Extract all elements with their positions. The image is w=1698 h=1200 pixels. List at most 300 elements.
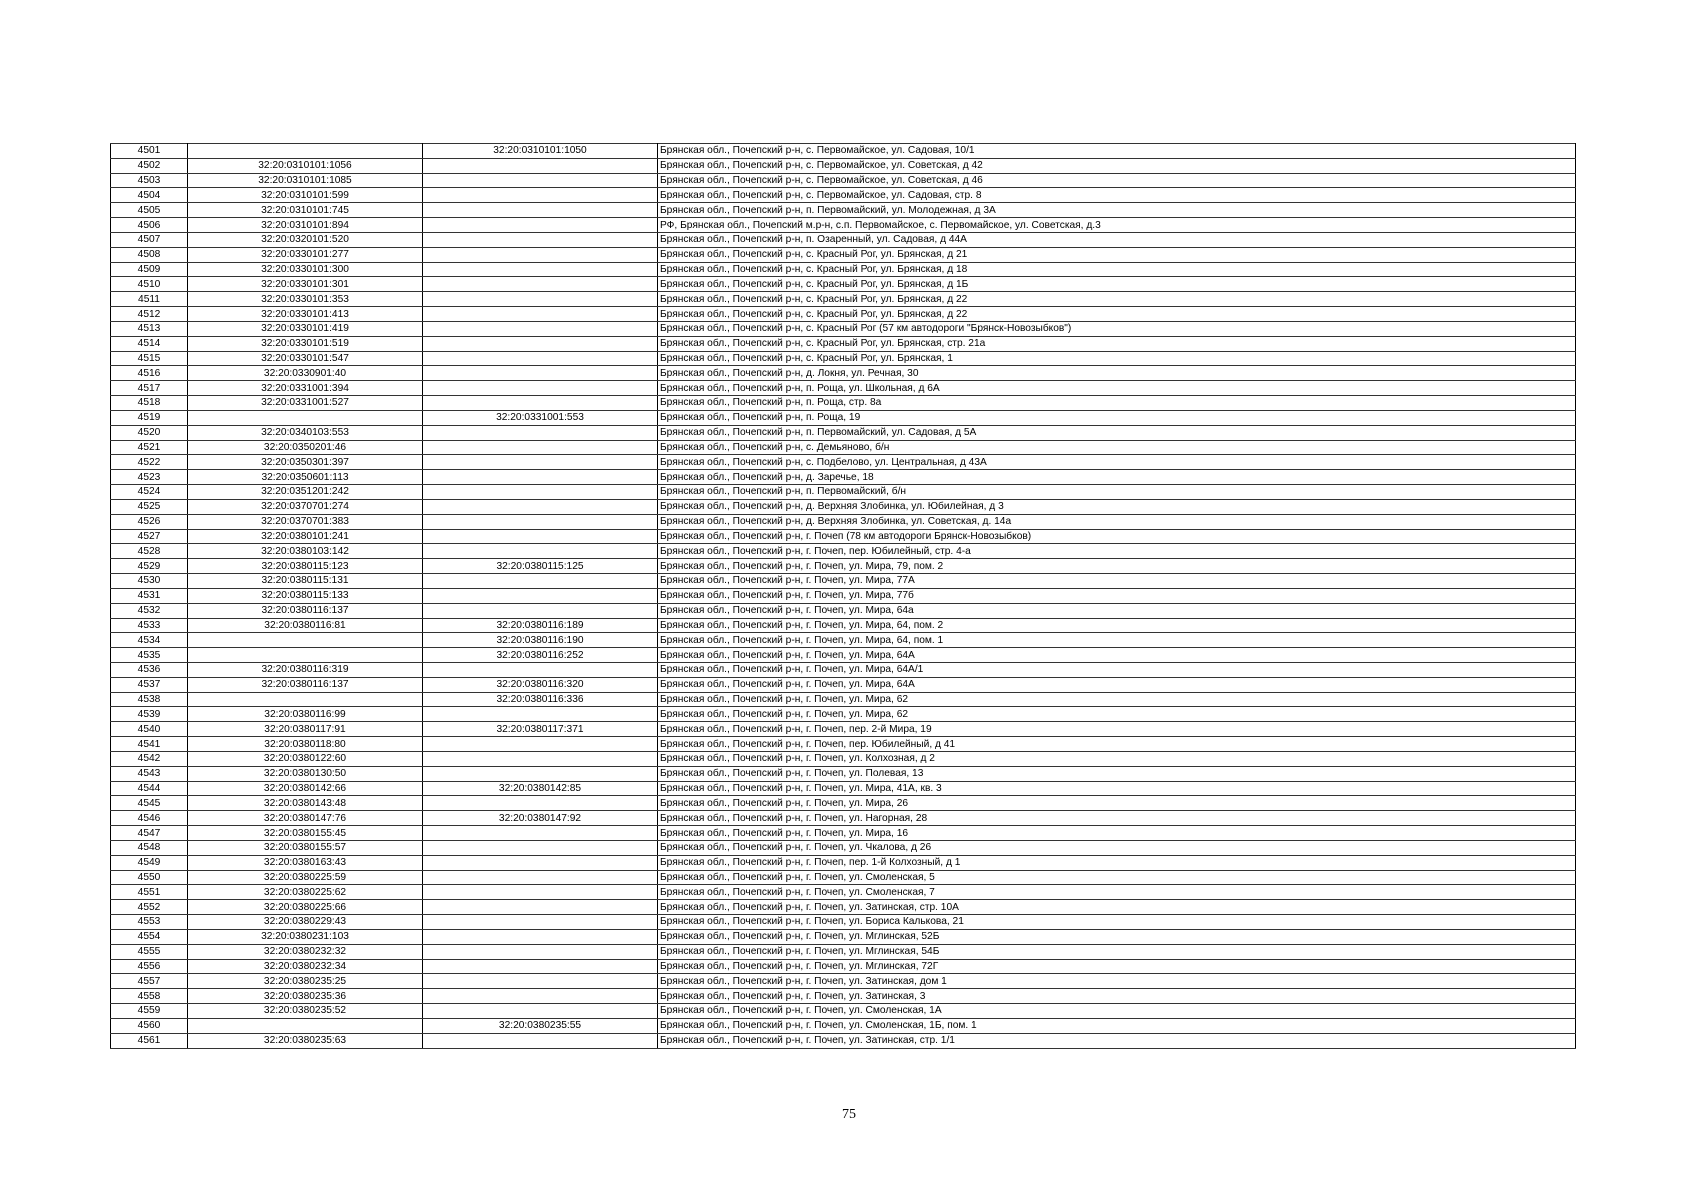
row-number-cell: 4522 [111, 455, 188, 470]
cadastral-number-cell: 32:20:0380225:62 [188, 885, 423, 900]
table-row [111, 247, 1576, 262]
cadastral-number-cell: 32:20:0310101:1085 [188, 173, 423, 188]
building-cadastral-number-cell [423, 455, 658, 470]
cadastral-number-cell: 32:20:0340103:553 [188, 425, 423, 440]
cadastral-number-cell: 32:20:0330101:519 [188, 336, 423, 351]
address-cell: Брянская обл., Почепский р-н, г. Почеп, ул. Затинская, стр. 10А [658, 900, 1576, 915]
building-cadastral-number-cell [423, 351, 658, 366]
row-number-cell: 4527 [111, 529, 188, 544]
address-cell: Брянская обл., Почепский р-н, г. Почеп, пер. Юбилейный, д 41 [658, 737, 1576, 752]
address-cell: Брянская обл., Почепский р-н, г. Почеп, ул. Мира, 77б [658, 588, 1576, 603]
row-number-cell: 4512 [111, 307, 188, 322]
row-number-cell: 4502 [111, 158, 188, 173]
table-row [111, 722, 1576, 737]
table-row [111, 262, 1576, 277]
table-row [111, 232, 1576, 247]
cadastral-number-cell: 32:20:0380142:66 [188, 781, 423, 796]
table-row [111, 751, 1576, 766]
row-number-cell: 4535 [111, 648, 188, 663]
cadastral-number-cell: 32:20:0331001:394 [188, 381, 423, 396]
building-cadastral-number-cell [423, 514, 658, 529]
row-number-cell: 4554 [111, 929, 188, 944]
address-cell: Брянская обл., Почепский р-н, г. Почеп, ул. Смоленская, 5 [658, 870, 1576, 885]
address-cell: Брянская обл., Почепский р-н, г. Почеп, ул. Смоленская, 1А [658, 1004, 1576, 1019]
address-cell: Брянская обл., Почепский р-н, г. Почеп (78 км автодороги Брянск-Новозыбков) [658, 529, 1576, 544]
building-cadastral-number-cell: 32:20:0380116:189 [423, 618, 658, 633]
cadastral-number-cell: 32:20:0380232:32 [188, 944, 423, 959]
row-number-cell: 4525 [111, 499, 188, 514]
building-cadastral-number-cell [423, 840, 658, 855]
table-row [111, 900, 1576, 915]
table-row [111, 425, 1576, 440]
table-row [111, 440, 1576, 455]
address-cell: Брянская обл., Почепский р-н, с. Демьяново, б/н [658, 440, 1576, 455]
cadastral-number-cell: 32:20:0350301:397 [188, 455, 423, 470]
address-cell: Брянская обл., Почепский р-н, г. Почеп, ул. Чкалова, д 26 [658, 840, 1576, 855]
table-row [111, 336, 1576, 351]
building-cadastral-number-cell [423, 915, 658, 930]
row-number-cell: 4552 [111, 900, 188, 915]
page-number: 75 [842, 1107, 856, 1122]
table-row [111, 544, 1576, 559]
cadastral-number-cell: 32:20:0330901:40 [188, 366, 423, 381]
address-cell: Брянская обл., Почепский р-н, п. Роща, 19 [658, 410, 1576, 425]
building-cadastral-number-cell [423, 944, 658, 959]
table-row [111, 514, 1576, 529]
address-cell: Брянская обл., Почепский р-н, г. Почеп, ул. Мглинская, 72Г [658, 959, 1576, 974]
row-number-cell: 4541 [111, 737, 188, 752]
building-cadastral-number-cell [423, 855, 658, 870]
row-number-cell: 4534 [111, 633, 188, 648]
table-row [111, 826, 1576, 841]
cadastral-number-cell [188, 1018, 423, 1033]
cadastral-number-cell: 32:20:0370701:383 [188, 514, 423, 529]
address-cell: Брянская обл., Почепский р-н, г. Почеп, ул. Бориса Калькова, 21 [658, 915, 1576, 930]
cadastral-number-cell: 32:20:0380116:81 [188, 618, 423, 633]
building-cadastral-number-cell [423, 470, 658, 485]
cadastral-number-cell: 32:20:0380103:142 [188, 544, 423, 559]
building-cadastral-number-cell [423, 425, 658, 440]
building-cadastral-number-cell: 32:20:0380116:190 [423, 633, 658, 648]
table-row [111, 470, 1576, 485]
address-cell: Брянская обл., Почепский р-н, с. Первомайское, ул. Советская, д 46 [658, 173, 1576, 188]
building-cadastral-number-cell [423, 929, 658, 944]
table-row [111, 929, 1576, 944]
table-row [111, 203, 1576, 218]
table-row [111, 840, 1576, 855]
cadastral-number-cell: 32:20:0380231:103 [188, 929, 423, 944]
table-row [111, 915, 1576, 930]
cadastral-number-cell [188, 410, 423, 425]
building-cadastral-number-cell: 32:20:0380235:55 [423, 1018, 658, 1033]
row-number-cell: 4532 [111, 603, 188, 618]
row-number-cell: 4521 [111, 440, 188, 455]
table-row [111, 737, 1576, 752]
cadastral-number-cell: 32:20:0380225:59 [188, 870, 423, 885]
address-cell: Брянская обл., Почепский р-н, г. Почеп, ул. Мира, 64, пом. 1 [658, 633, 1576, 648]
table-row [111, 677, 1576, 692]
cadastral-number-cell: 32:20:0310101:599 [188, 188, 423, 203]
address-cell: Брянская обл., Почепский р-н, г. Почеп, ул. Смоленская, 1Б, пом. 1 [658, 1018, 1576, 1033]
building-cadastral-number-cell [423, 321, 658, 336]
row-number-cell: 4503 [111, 173, 188, 188]
cadastral-number-cell: 32:20:0330101:277 [188, 247, 423, 262]
row-number-cell: 4538 [111, 692, 188, 707]
building-cadastral-number-cell [423, 173, 658, 188]
building-cadastral-number-cell [423, 959, 658, 974]
building-cadastral-number-cell [423, 366, 658, 381]
row-number-cell: 4530 [111, 574, 188, 589]
row-number-cell: 4520 [111, 425, 188, 440]
cadastral-number-cell: 32:20:0380116:99 [188, 707, 423, 722]
table-row [111, 277, 1576, 292]
table-row [111, 410, 1576, 425]
address-cell: Брянская обл., Почепский р-н, г. Почеп, пер. 1-й Колхозный, д 1 [658, 855, 1576, 870]
cadastral-number-cell: 32:20:0380130:50 [188, 766, 423, 781]
row-number-cell: 4555 [111, 944, 188, 959]
building-cadastral-number-cell [423, 529, 658, 544]
row-number-cell: 4550 [111, 870, 188, 885]
table-row [111, 633, 1576, 648]
address-cell: Брянская обл., Почепский р-н, г. Почеп, ул. Мира, 62 [658, 692, 1576, 707]
building-cadastral-number-cell [423, 158, 658, 173]
row-number-cell: 4504 [111, 188, 188, 203]
address-cell: Брянская обл., Почепский р-н, г. Почеп, ул. Затинская, стр. 1/1 [658, 1033, 1576, 1048]
row-number-cell: 4506 [111, 218, 188, 233]
row-number-cell: 4559 [111, 1004, 188, 1019]
cadastral-number-cell: 32:20:0380116:319 [188, 662, 423, 677]
address-cell: Брянская обл., Почепский р-н, г. Почеп, ул. Колхозная, д 2 [658, 751, 1576, 766]
building-cadastral-number-cell: 32:20:0380117:371 [423, 722, 658, 737]
address-cell: Брянская обл., Почепский р-н, с. Красный Рог, ул. Брянская, д 1Б [658, 277, 1576, 292]
building-cadastral-number-cell [423, 381, 658, 396]
address-cell: Брянская обл., Почепский р-н, г. Почеп, ул. Мира, 64, пом. 2 [658, 618, 1576, 633]
cadastral-number-cell: 32:20:0380116:137 [188, 603, 423, 618]
address-cell: Брянская обл., Почепский р-н, г. Почеп, ул. Мира, 64А/1 [658, 662, 1576, 677]
cadastral-number-cell: 32:20:0310101:745 [188, 203, 423, 218]
row-number-cell: 4539 [111, 707, 188, 722]
building-cadastral-number-cell [423, 307, 658, 322]
building-cadastral-number-cell [423, 440, 658, 455]
cadastral-number-cell [188, 633, 423, 648]
table-row [111, 218, 1576, 233]
cadastral-number-cell: 32:20:0380155:45 [188, 826, 423, 841]
cadastral-number-cell: 32:20:0310101:1056 [188, 158, 423, 173]
row-number-cell: 4511 [111, 292, 188, 307]
cadastral-number-cell: 32:20:0380163:43 [188, 855, 423, 870]
address-cell: Брянская обл., Почепский р-н, г. Почеп, ул. Мира, 64а [658, 603, 1576, 618]
table-row [111, 366, 1576, 381]
address-cell: Брянская обл., Почепский р-н, с. Красный Рог, ул. Брянская, д 22 [658, 307, 1576, 322]
table-row [111, 351, 1576, 366]
cadastral-number-cell: 32:20:0351201:242 [188, 485, 423, 500]
row-number-cell: 4558 [111, 989, 188, 1004]
building-cadastral-number-cell [423, 751, 658, 766]
table-row [111, 662, 1576, 677]
table-row [111, 396, 1576, 411]
building-cadastral-number-cell: 32:20:0380147:92 [423, 811, 658, 826]
address-cell: Брянская обл., Почепский р-н, г. Почеп, ул. Мглинская, 52Б [658, 929, 1576, 944]
row-number-cell: 4518 [111, 396, 188, 411]
address-cell: Брянская обл., Почепский р-н, г. Почеп, ул. Полевая, 13 [658, 766, 1576, 781]
table-row [111, 603, 1576, 618]
row-number-cell: 4549 [111, 855, 188, 870]
row-number-cell: 4519 [111, 410, 188, 425]
building-cadastral-number-cell [423, 885, 658, 900]
table-row [111, 588, 1576, 603]
address-cell: Брянская обл., Почепский р-н, с. Первомайское, ул. Садовая, стр. 8 [658, 188, 1576, 203]
address-cell: Брянская обл., Почепский р-н, д. Верхняя Злобинка, ул. Советская, д. 14а [658, 514, 1576, 529]
table-row [111, 855, 1576, 870]
building-cadastral-number-cell [423, 603, 658, 618]
address-cell: Брянская обл., Почепский р-н, д. Верхняя Злобинка, ул. Юбилейная, д 3 [658, 499, 1576, 514]
row-number-cell: 4529 [111, 559, 188, 574]
cadastral-number-cell [188, 144, 423, 159]
table-row [111, 1004, 1576, 1019]
address-cell: РФ, Брянская обл., Почепский м.р-н, с.п. Первомайское, с. Первомайское, ул. Советская, д.3 [658, 218, 1576, 233]
row-number-cell: 4547 [111, 826, 188, 841]
address-cell: Брянская обл., Почепский р-н, п. Первомайский, ул. Молодежная, д 3А [658, 203, 1576, 218]
building-cadastral-number-cell [423, 262, 658, 277]
cadastral-number-cell: 32:20:0330101:413 [188, 307, 423, 322]
address-cell: Брянская обл., Почепский р-н, г. Почеп, ул. Мира, 77А [658, 574, 1576, 589]
address-cell: Брянская обл., Почепский р-н, г. Почеп, ул. Мира, 64А [658, 648, 1576, 663]
table-row [111, 188, 1576, 203]
building-cadastral-number-cell [423, 870, 658, 885]
row-number-cell: 4515 [111, 351, 188, 366]
row-number-cell: 4557 [111, 974, 188, 989]
row-number-cell: 4553 [111, 915, 188, 930]
table-row [111, 173, 1576, 188]
address-cell: Брянская обл., Почепский р-н, г. Почеп, ул. Мира, 79, пом. 2 [658, 559, 1576, 574]
row-number-cell: 4517 [111, 381, 188, 396]
row-number-cell: 4531 [111, 588, 188, 603]
cadastral-number-cell: 32:20:0380235:52 [188, 1004, 423, 1019]
building-cadastral-number-cell [423, 662, 658, 677]
address-cell: Брянская обл., Почепский р-н, г. Почеп, ул. Мглинская, 54Б [658, 944, 1576, 959]
cadastral-number-cell: 32:20:0380101:241 [188, 529, 423, 544]
row-number-cell: 4501 [111, 144, 188, 159]
building-cadastral-number-cell [423, 737, 658, 752]
building-cadastral-number-cell [423, 203, 658, 218]
address-cell: Брянская обл., Почепский р-н, с. Красный Рог (57 км автодороги "Брянск-Новозыбков") [658, 321, 1576, 336]
row-number-cell: 4508 [111, 247, 188, 262]
table-row [111, 529, 1576, 544]
row-number-cell: 4551 [111, 885, 188, 900]
table-row [111, 796, 1576, 811]
address-cell: Брянская обл., Почепский р-н, г. Почеп, ул. Мира, 41А, кв. 3 [658, 781, 1576, 796]
row-number-cell: 4526 [111, 514, 188, 529]
row-number-cell: 4528 [111, 544, 188, 559]
row-number-cell: 4560 [111, 1018, 188, 1033]
building-cadastral-number-cell [423, 247, 658, 262]
cadastral-number-cell: 32:20:0320101:520 [188, 232, 423, 247]
building-cadastral-number-cell: 32:20:0380115:125 [423, 559, 658, 574]
cadastral-number-cell: 32:20:0380143:48 [188, 796, 423, 811]
row-number-cell: 4514 [111, 336, 188, 351]
row-number-cell: 4546 [111, 811, 188, 826]
building-cadastral-number-cell [423, 396, 658, 411]
row-number-cell: 4548 [111, 840, 188, 855]
cadastral-number-cell: 32:20:0310101:894 [188, 218, 423, 233]
cadastral-number-cell: 32:20:0380235:36 [188, 989, 423, 1004]
table-row [111, 485, 1576, 500]
building-cadastral-number-cell: 32:20:0310101:1050 [423, 144, 658, 159]
row-number-cell: 4556 [111, 959, 188, 974]
cadastral-number-cell: 32:20:0380155:57 [188, 840, 423, 855]
address-cell: Брянская обл., Почепский р-н, с. Красный Рог, ул. Брянская, д 18 [658, 262, 1576, 277]
registry-table-body [111, 144, 1576, 1049]
address-cell: Брянская обл., Почепский р-н, г. Почеп, ул. Смоленская, 7 [658, 885, 1576, 900]
address-cell: Брянская обл., Почепский р-н, д. Заречье, 18 [658, 470, 1576, 485]
building-cadastral-number-cell [423, 796, 658, 811]
row-number-cell: 4516 [111, 366, 188, 381]
address-cell: Брянская обл., Почепский р-н, с. Красный Рог, ул. Брянская, д 22 [658, 292, 1576, 307]
cadastral-number-cell: 32:20:0380225:66 [188, 900, 423, 915]
building-cadastral-number-cell [423, 989, 658, 1004]
row-number-cell: 4505 [111, 203, 188, 218]
address-cell: Брянская обл., Почепский р-н, с. Красный Рог, ул. Брянская, 1 [658, 351, 1576, 366]
building-cadastral-number-cell [423, 588, 658, 603]
row-number-cell: 4536 [111, 662, 188, 677]
row-number-cell: 4543 [111, 766, 188, 781]
table-row [111, 781, 1576, 796]
table-row [111, 989, 1576, 1004]
address-cell: Брянская обл., Почепский р-н, с. Первомайское, ул. Советская, д 42 [658, 158, 1576, 173]
table-row [111, 870, 1576, 885]
cadastral-number-cell: 32:20:0350601:113 [188, 470, 423, 485]
row-number-cell: 4544 [111, 781, 188, 796]
table-row [111, 559, 1576, 574]
cadastral-number-cell: 32:20:0330101:547 [188, 351, 423, 366]
address-cell: Брянская обл., Почепский р-н, п. Роща, ул. Школьная, д 6А [658, 381, 1576, 396]
row-number-cell: 4533 [111, 618, 188, 633]
cadastral-number-cell: 32:20:0380235:63 [188, 1033, 423, 1048]
address-cell: Брянская обл., Почепский р-н, п. Роща, стр. 8а [658, 396, 1576, 411]
cadastral-number-cell: 32:20:0380122:60 [188, 751, 423, 766]
row-number-cell: 4524 [111, 485, 188, 500]
building-cadastral-number-cell [423, 188, 658, 203]
building-cadastral-number-cell [423, 826, 658, 841]
table-row [111, 707, 1576, 722]
cadastral-number-cell: 32:20:0380235:25 [188, 974, 423, 989]
row-number-cell: 4542 [111, 751, 188, 766]
table-row [111, 321, 1576, 336]
table-row [111, 158, 1576, 173]
address-cell: Брянская обл., Почепский р-н, п. Озаренный, ул. Садовая, д 44А [658, 232, 1576, 247]
table-row [111, 885, 1576, 900]
row-number-cell: 4537 [111, 677, 188, 692]
address-cell: Брянская обл., Почепский р-н, с. Красный Рог, ул. Брянская, д 21 [658, 247, 1576, 262]
cadastral-number-cell: 32:20:0331001:527 [188, 396, 423, 411]
building-cadastral-number-cell [423, 485, 658, 500]
cadastral-number-cell: 32:20:0380147:76 [188, 811, 423, 826]
table-row [111, 1018, 1576, 1033]
table-row [111, 307, 1576, 322]
address-cell: Брянская обл., Почепский р-н, г. Почеп, пер. 2-й Мира, 19 [658, 722, 1576, 737]
table-row [111, 944, 1576, 959]
cadastral-number-cell: 32:20:0350201:46 [188, 440, 423, 455]
cadastral-number-cell: 32:20:0330101:353 [188, 292, 423, 307]
building-cadastral-number-cell [423, 336, 658, 351]
address-cell: Брянская обл., Почепский р-н, г. Почеп, ул. Затинская, 3 [658, 989, 1576, 1004]
row-number-cell: 4540 [111, 722, 188, 737]
address-cell: Брянская обл., Почепский р-н, г. Почеп, пер. Юбилейный, стр. 4-а [658, 544, 1576, 559]
building-cadastral-number-cell [423, 766, 658, 781]
table-row [111, 811, 1576, 826]
cadastral-number-cell: 32:20:0380115:123 [188, 559, 423, 574]
address-cell: Брянская обл., Почепский р-н, с. Подбелово, ул. Центральная, д 43А [658, 455, 1576, 470]
row-number-cell: 4561 [111, 1033, 188, 1048]
row-number-cell: 4510 [111, 277, 188, 292]
building-cadastral-number-cell: 32:20:0380116:336 [423, 692, 658, 707]
building-cadastral-number-cell [423, 218, 658, 233]
cadastral-number-cell: 32:20:0380115:133 [188, 588, 423, 603]
building-cadastral-number-cell [423, 544, 658, 559]
building-cadastral-number-cell [423, 707, 658, 722]
cadastral-number-cell [188, 648, 423, 663]
address-cell: Брянская обл., Почепский р-н, с. Первомайское, ул. Садовая, 10/1 [658, 144, 1576, 159]
address-cell: Брянская обл., Почепский р-н, г. Почеп, ул. Мира, 16 [658, 826, 1576, 841]
table-row [111, 499, 1576, 514]
table-row [111, 648, 1576, 663]
property-registry-table [110, 143, 1576, 1049]
building-cadastral-number-cell [423, 1033, 658, 1048]
row-number-cell: 4509 [111, 262, 188, 277]
table-row [111, 692, 1576, 707]
table-row [111, 766, 1576, 781]
address-cell: Брянская обл., Почепский р-н, г. Почеп, ул. Затинская, дом 1 [658, 974, 1576, 989]
building-cadastral-number-cell: 32:20:0380116:320 [423, 677, 658, 692]
address-cell: Брянская обл., Почепский р-н, г. Почеп, ул. Мира, 64А [658, 677, 1576, 692]
building-cadastral-number-cell [423, 292, 658, 307]
building-cadastral-number-cell [423, 574, 658, 589]
table-row [111, 1033, 1576, 1048]
row-number-cell: 4545 [111, 796, 188, 811]
cadastral-number-cell: 32:20:0380117:91 [188, 722, 423, 737]
cadastral-number-cell: 32:20:0380116:137 [188, 677, 423, 692]
building-cadastral-number-cell [423, 499, 658, 514]
row-number-cell: 4513 [111, 321, 188, 336]
building-cadastral-number-cell [423, 1004, 658, 1019]
building-cadastral-number-cell [423, 900, 658, 915]
table-row [111, 381, 1576, 396]
address-cell: Брянская обл., Почепский р-н, п. Первомайский, б/н [658, 485, 1576, 500]
cadastral-number-cell: 32:20:0380115:131 [188, 574, 423, 589]
cadastral-number-cell: 32:20:0380232:34 [188, 959, 423, 974]
building-cadastral-number-cell [423, 277, 658, 292]
table-row [111, 574, 1576, 589]
cadastral-number-cell [188, 692, 423, 707]
building-cadastral-number-cell: 32:20:0380142:85 [423, 781, 658, 796]
building-cadastral-number-cell [423, 974, 658, 989]
table-row [111, 144, 1576, 159]
address-cell: Брянская обл., Почепский р-н, д. Локня, ул. Речная, 30 [658, 366, 1576, 381]
cadastral-number-cell: 32:20:0330101:301 [188, 277, 423, 292]
table-row [111, 292, 1576, 307]
address-cell: Брянская обл., Почепский р-н, с. Красный Рог, ул. Брянская, стр. 21а [658, 336, 1576, 351]
cadastral-number-cell: 32:20:0380229:43 [188, 915, 423, 930]
address-cell: Брянская обл., Почепский р-н, г. Почеп, ул. Нагорная, 28 [658, 811, 1576, 826]
table-row [111, 618, 1576, 633]
building-cadastral-number-cell [423, 232, 658, 247]
table-row [111, 974, 1576, 989]
cadastral-number-cell: 32:20:0370701:274 [188, 499, 423, 514]
address-cell: Брянская обл., Почепский р-н, п. Первомайский, ул. Садовая, д 5А [658, 425, 1576, 440]
cadastral-number-cell: 32:20:0330101:300 [188, 262, 423, 277]
row-number-cell: 4523 [111, 470, 188, 485]
building-cadastral-number-cell: 32:20:0380116:252 [423, 648, 658, 663]
